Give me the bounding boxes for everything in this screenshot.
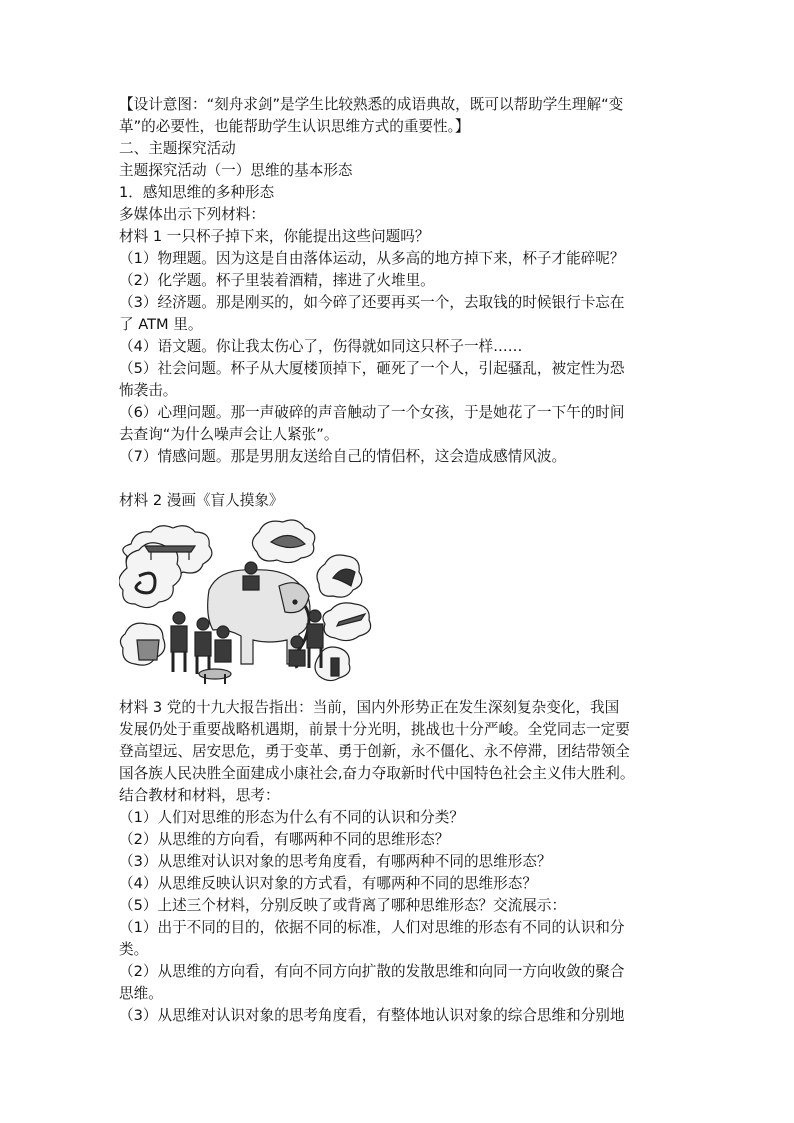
intent-line: 【设计意图：“刻舟求剑”是学生比较熟悉的成语典故，既可以帮助学生理解“变 xyxy=(119,96,624,113)
activity-title: 主题探究活动（一）思维的基本形态 xyxy=(119,162,353,179)
material3-line: 材料 3 党的十九大报告指出：当前，国内外形势正在发生深刻复杂变化，我国 xyxy=(119,699,620,716)
material3-and-questions xyxy=(119,697,679,1027)
material1-line: 了 ATM 里。 xyxy=(119,316,203,333)
material1-line: （2）化学题。杯子里装着酒精，摔进了火堆里。 xyxy=(119,272,435,289)
think-question: （5）上述三个材料，分别反映了或背离了哪种思维形态？交流展示： xyxy=(119,897,567,914)
think-answer: 思维。 xyxy=(119,985,163,1002)
material3-line: 国各族人民决胜全面建成小康社会,奋力夺取新时代中国特色社会主义伟大胜利。 xyxy=(119,765,635,782)
intent-line: 革”的必要性，也能帮助学生认识思维方式的重要性。】 xyxy=(119,118,470,135)
material3-line: 登高望远、居安思危，勇于变革、勇于创新，永不僵化、永不停滞，团结带领全 xyxy=(119,743,630,760)
material1-line: 去查询“为什么噪声会让人紧张”。 xyxy=(119,426,339,443)
think-answer: （3）从思维对认识对象的思考角度看，有整体地认识对象的综合思维和分别地 xyxy=(119,1007,625,1024)
material1-line: （4）语文题。你让我太伤心了，伤得就如同这只杯子一样…… xyxy=(119,338,523,355)
material1-line: （1）物理题。因为这是自由落体运动，从多高的地方掉下来，杯子才能碎呢？ xyxy=(119,250,625,267)
think-question: （4）从思维反映认识对象的方式看，有哪两种不同的思维形态？ xyxy=(119,875,537,892)
material1-line: 怖袭击。 xyxy=(119,382,178,399)
material1-line: （3）经济题。那是刚买的，如今碎了还要再买一个，去取钱的时候银行卡忘在 xyxy=(119,294,625,311)
material2-title: 材料 2 漫画《盲人摸象》 xyxy=(119,492,284,509)
material1-line: （7）情感问题。那是男朋友送给自己的情侣杯，这会造成感情风波。 xyxy=(119,448,567,465)
think-question: （3）从思维对认识对象的思考角度看，有哪两种不同的思维形态？ xyxy=(119,853,552,870)
think-answer: （2）从思维的方向看，有向不同方向扩散的发散思维和向同一方向收敛的聚合 xyxy=(119,963,625,980)
material3-line: 发展仍处于重要战略机遇期，前景十分光明，挑战也十分严峻。全党同志一定要 xyxy=(119,721,630,738)
material1-intro: 材料 1 一只杯子掉下来，你能提出这些问题吗？ xyxy=(119,228,430,245)
material1-line: （6）心理问题。那一声破碎的声音触动了一个女孩，于是她花了一下午的时间 xyxy=(119,404,625,421)
think-answer: （1）出于不同的目的，依据不同的标准，人们对思维的形态有不同的认识和分 xyxy=(119,919,625,936)
think-question: （1）人们对思维的形态为什么有不同的认识和分类？ xyxy=(119,809,464,826)
subsection-title: 1．感知思维的多种形态 xyxy=(119,184,275,201)
section-title: 二、主题探究活动 xyxy=(119,140,236,157)
multimedia-intro: 多媒体出示下列材料： xyxy=(119,206,265,223)
material2 xyxy=(119,490,679,512)
material1-line: （5）社会问题。杯子从大厦楼顶掉下，砸死了一个人，引起骚乱，被定性为恐 xyxy=(119,360,625,377)
think-question: （2）从思维的方向看，有哪两种不同的思维形态？ xyxy=(119,831,450,848)
blind-men-elephant-cartoon xyxy=(119,516,381,688)
think-intro: 结合教材和材料，思考： xyxy=(119,787,280,804)
think-answer: 类。 xyxy=(119,941,149,958)
design-intent xyxy=(119,94,679,468)
